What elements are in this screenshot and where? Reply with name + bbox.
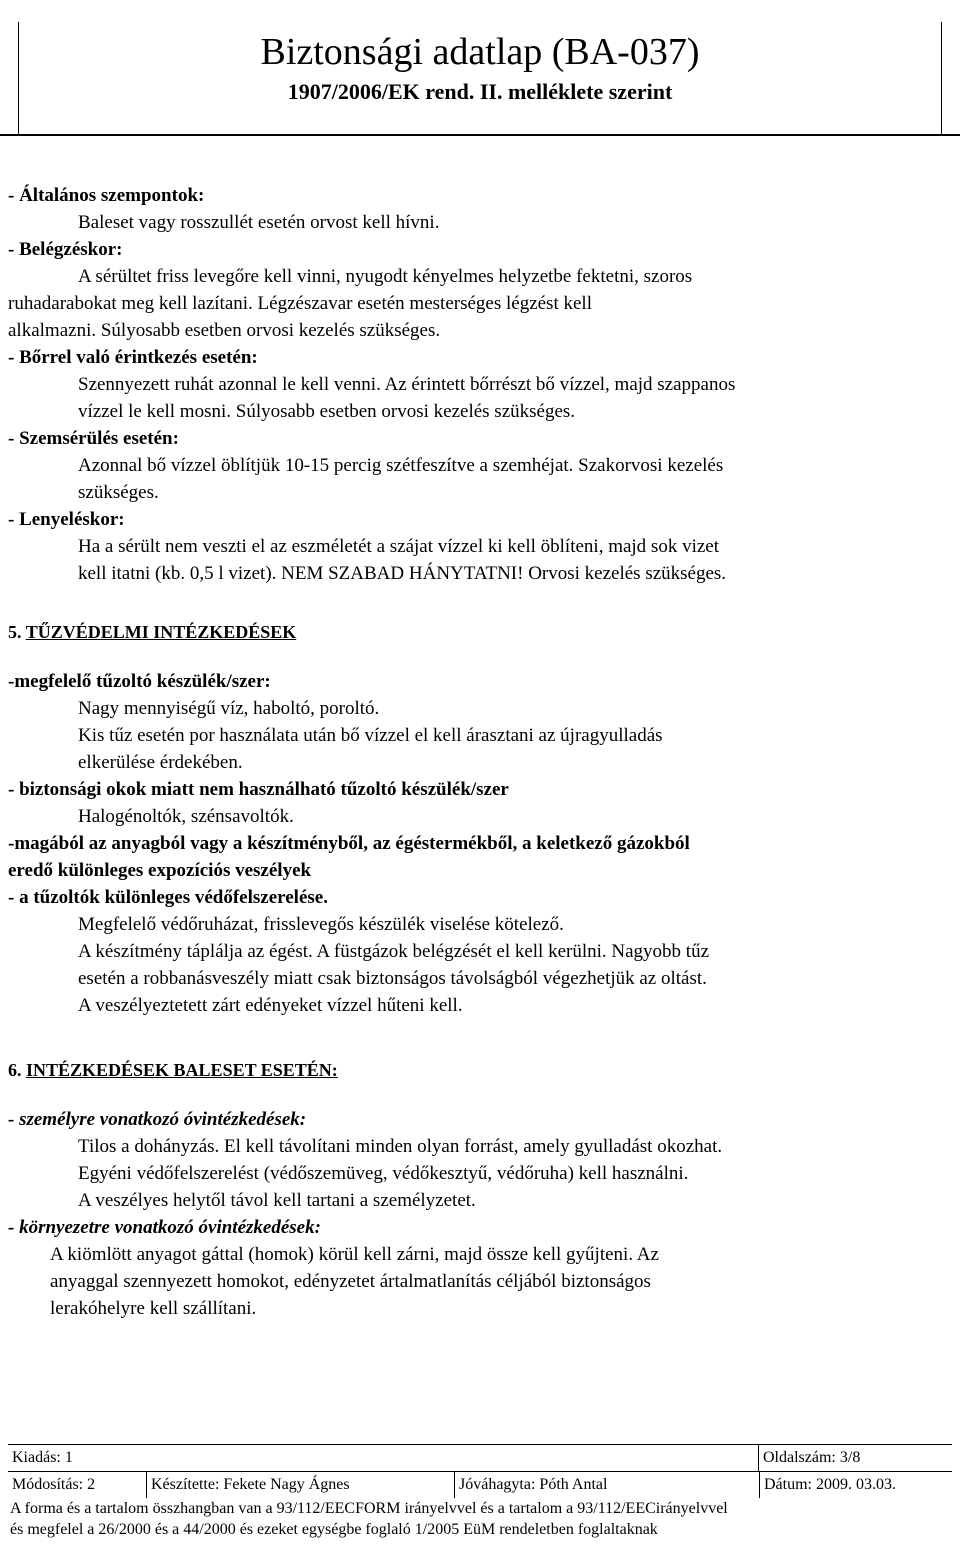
general-heading: - Általános szempontok:	[8, 185, 205, 206]
approver: Jóváhagyta: Póth Antal	[455, 1472, 760, 1498]
hazard-heading: -magából az anyagból vagy a készítményből, az égéstermékből, a keletkező gázokból	[8, 833, 690, 854]
section-5-number: 5.	[8, 622, 26, 642]
section-6-title	[8, 1057, 952, 1084]
suitable-line: Kis tűz esetén por használata után bő vízzel el kell árasztani az újragyulladás	[78, 725, 663, 746]
date: Dátum: 2009. 03.03.	[764, 1476, 896, 1493]
inhalation-heading: - Belégzéskor:	[8, 239, 123, 260]
page-number: Oldalszám: 3/8	[763, 1449, 861, 1466]
personal-heading: - személyre vonatkozó óvintézkedések:	[8, 1109, 307, 1130]
footer-note: és megfelel a 26/2000 és a 44/2000 és ezeket egységbe foglaló 1/2005 EüM rendeletben foglaltaknak	[10, 1521, 658, 1538]
suitable-heading: -megfelelő tűzoltó készülék/szer:	[8, 671, 271, 692]
document-title: Biztonsági adatlap (BA-037)	[260, 31, 700, 73]
footer-row	[8, 1444, 952, 1471]
suitable-line: elkerülése érdekében.	[78, 752, 243, 773]
document-header	[0, 22, 960, 136]
skin-line: vízzel le kell mosni. Súlyosabb esetben orvosi kezelés szükséges.	[78, 401, 576, 422]
author: Készítette: Fekete Nagy Ágnes	[147, 1472, 455, 1498]
inhalation-line: A sérültet friss levegőre kell vinni, nyugodt kényelmes helyzetbe fektetni, szoros	[78, 266, 693, 287]
unsuitable-heading: - biztonsági okok miatt nem használható tűzoltó készülék/szer	[8, 779, 509, 800]
section-6-caption: INTÉZKEDÉSEK BALESET ESETÉN:	[26, 1060, 338, 1080]
section-5-title	[8, 619, 952, 646]
eye-line: Azonnal bő vízzel öblítjük 10-15 percig szétfeszítve a szemhéjat. Szakorvosi kezelés	[78, 455, 724, 476]
document-footer	[8, 1444, 952, 1540]
personal-line: A veszélyes helytől távol kell tartani a személyzetet.	[78, 1190, 476, 1211]
inhalation-line: alkalmazni. Súlyosabb esetben orvosi kezelés szükséges.	[8, 320, 441, 341]
env-line: lerakóhelyre kell szállítani.	[50, 1298, 257, 1319]
equipment-line: A veszélyeztetett zárt edényeket vízzel hűteni kell.	[78, 995, 463, 1016]
ingestion-line: Ha a sérült nem veszti el az eszméletét a szájat vízzel ki kell öblíteni, majd sok vizet	[78, 536, 719, 557]
unsuitable-text: Halogénoltók, szénsavoltók.	[78, 806, 294, 827]
equipment-line: Megfelelő védőruházat, frisslevegős készülék viselése kötelező.	[78, 914, 564, 935]
equipment-line: esetén a robbanásveszély miatt csak biztonságos távolságból végezhetjük az oltást.	[78, 968, 707, 989]
equipment-line: A készítmény táplálja az égést. A füstgázok belégzését el kell kerülni. Nagyobb tűz	[78, 941, 710, 962]
skin-heading: - Bőrrel való érintkezés esetén:	[8, 347, 258, 368]
footer-note: A forma és a tartalom összhangban van a 93/112/EECFORM irányelvvel és a tartalom a 93/112/EECirányelvvel	[10, 1500, 728, 1517]
general-text: Baleset vagy rosszullét esetén orvost kell hívni.	[78, 212, 440, 233]
skin-line: Szennyezett ruhát azonnal le kell venni. Az érintett bőrrészt bő vízzel, majd szappanos	[78, 374, 736, 395]
eye-heading: - Szemsérülés esetén:	[8, 428, 179, 449]
footer-row	[8, 1471, 952, 1498]
ingestion-heading: - Lenyeléskor:	[8, 509, 125, 530]
section-5-caption: TŰZVÉDELMI INTÉZKEDÉSEK	[25, 622, 297, 642]
issue-number: Kiadás: 1	[8, 1445, 759, 1471]
env-line: anyaggal szennyezett homokot, edényzetet ártalmatlanítás céljából biztonságos	[50, 1271, 651, 1292]
suitable-line: Nagy mennyiségű víz, haboltó, poroltó.	[78, 698, 380, 719]
inhalation-line: ruhadarabokat meg kell lazítani. Légzészavar esetén mesterséges légzést kell	[8, 293, 592, 314]
document-body	[8, 182, 952, 1322]
ingestion-line: kell itatni (kb. 0,5 l vizet). NEM SZABAD HÁNYTATNI! Orvosi kezelés szükséges.	[78, 563, 727, 584]
env-line: A kiömlött anyagot gáttal (homok) körül kell zárni, majd össze kell gyűjteni. Az	[50, 1244, 659, 1265]
hazard-heading: eredő különleges expozíciós veszélyek	[8, 860, 312, 881]
env-heading: - környezetre vonatkozó óvintézkedések:	[8, 1217, 321, 1238]
document-subtitle: 1907/2006/EK rend. II. melléklete szerint	[287, 79, 673, 104]
equipment-heading: - a tűzoltók különleges védőfelszerelése.	[8, 887, 328, 908]
personal-line: Egyéni védőfelszerelést (védőszemüveg, védőkesztyű, védőruha) kell használni.	[78, 1163, 689, 1184]
personal-line: Tilos a dohányzás. El kell távolítani minden olyan forrást, amely gyulladást okozhat.	[78, 1136, 723, 1157]
eye-line: szükséges.	[78, 482, 159, 503]
modification-number: Módosítás: 2	[8, 1472, 147, 1498]
section-6-number: 6.	[8, 1060, 26, 1080]
